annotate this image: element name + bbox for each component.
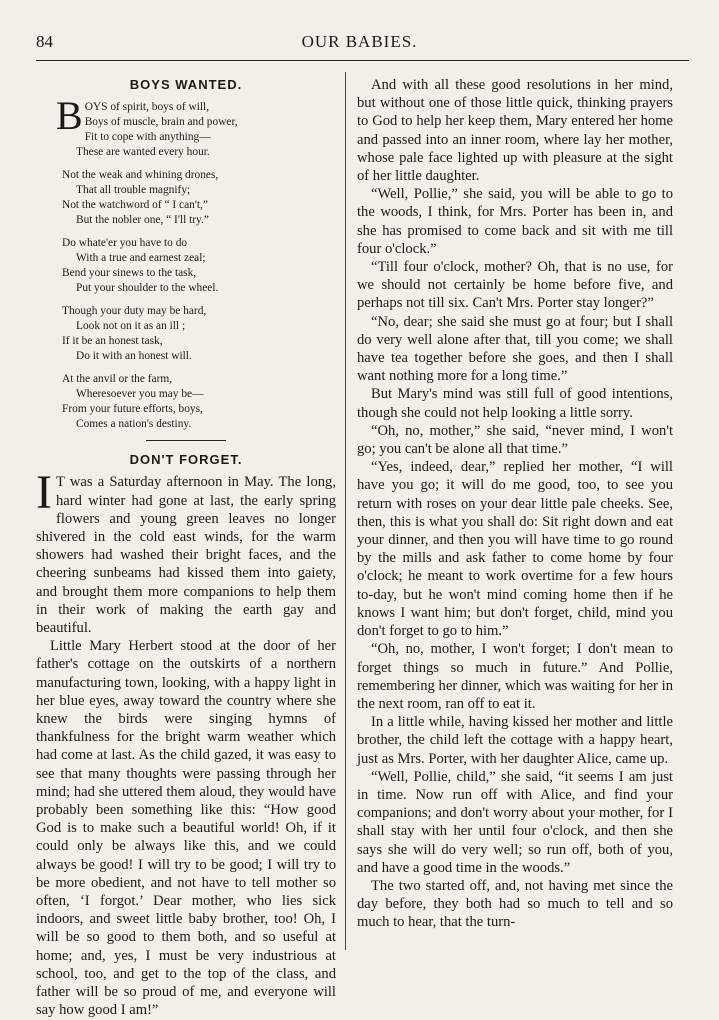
header-rule: [36, 60, 689, 61]
poem-line: Not the weak and whining drones,: [62, 169, 219, 182]
story-paragraph: “Oh, no, mother, I won't forget; I don't mean to forget things so much in future.” And Pollie, remembering her dinner, which was waiting for her in the next room, ran off to eat it.: [357, 641, 673, 712]
paragraph-text: T was a Saturday afternoon in May. The long, hard winter had gone at last, the early spring flowers and young green leaves no longer shivered in the cold east winds, for the warm showers had washed their bright faces, and the cheering sunbeams had kissed them into gaiety, and brought them more companions to help them in their work of making the earth gay and beautiful.: [36, 474, 336, 637]
poem-stanza: [56, 93, 336, 160]
poem-line: Do it with an honest will.: [76, 350, 192, 363]
poem-line: Do whate'er you have to do: [62, 237, 188, 250]
story-paragraph: “Well, Pollie, child,” she said, “it seems I am just in time. Now run off with Alice, and find your companions; and don't worry about your mother, for I shall stay with her until four o'clock, and then she says she will do very well; so run off, both of you, and have a good time in the woods.”: [357, 768, 673, 876]
story-paragraph: The two started off, and, not having met since the day before, they both had so much to tell and so much to hear, that the turn-: [357, 877, 673, 931]
poem-line: Not the watchword of “ I can't,”: [62, 199, 208, 212]
poem-stanza: [62, 168, 336, 228]
story-title: DON'T FORGET.: [129, 452, 243, 468]
poem-line: Wheresoever you may be—: [76, 388, 204, 401]
poem-line: Bend your sinews to the task,: [62, 267, 197, 280]
poem-stanza: [62, 372, 336, 432]
poem-line: OYS of spirit, boys of will,: [84, 101, 210, 114]
column-rule: [345, 72, 346, 950]
poem: [56, 93, 336, 432]
section-divider: [146, 440, 226, 441]
poem-line: These are wanted every hour.: [76, 146, 210, 159]
left-column: [36, 76, 336, 1020]
story-paragraph: And with all these good resolutions in her mind, but without one of those little quick, thinking prayers to God to help her keep them, Mary entered her home and passed into an inner room, where lay her mother, whose pale face lighted up with pleasure at the sight of her little daughter.: [357, 77, 673, 185]
poem-line: Boys of muscle, brain and power,: [84, 116, 238, 129]
page-number: 84: [36, 32, 53, 51]
poem-drop-cap: B: [56, 93, 83, 139]
poem-line: But the nobler one, “ I'll try.”: [76, 214, 209, 227]
poem-line: Look not on it as an ill ;: [76, 320, 186, 333]
poem-line: If it be an honest task,: [62, 335, 163, 348]
poem-line: At the anvil or the farm,: [62, 373, 173, 386]
story-drop-cap: I: [36, 466, 52, 520]
poem-line: Fit to cope with anything—: [84, 131, 211, 144]
story-left-text: [36, 466, 336, 1019]
poem-line: From your future efforts, boys,: [62, 403, 203, 416]
story-paragraph: “Yes, indeed, dear,” replied her mother, “I will have you go; it will do me good, too, to see you return with roses on your dear little pale cheeks. See, then, this is what you shall do: Sit right down and eat your dinner, and then you will have time to go round by the mills and ask father to come home by four o'clock; he meant to work overtime for a few hours to-day, but he won't mind coming home then if he knows I want him; but don't forget, child, mind you don't forget to go to him.”: [357, 459, 673, 640]
running-head: OUR BABIES.: [301, 32, 418, 51]
poem-line: With a true and earnest zeal;: [76, 252, 206, 265]
story-paragraph: “Well, Pollie,” she said, you will be able to go to the woods, I think, for Mrs. Porter has been in, and she has promised to come back and sit with me till four o'clock.”: [357, 186, 673, 257]
story-paragraph: But Mary's mind was still full of good intentions, though she could not help looking a little sorry.: [357, 386, 673, 421]
story-paragraph: [36, 466, 336, 637]
story-paragraph: Little Mary Herbert stood at the door of her father's cottage on the outskirts of a northern manufacturing town, looking, with a happy light in her blue eyes, away toward the country where she knew the birds were singing hymns of thankfulness for the bright warm weather which had come at last. As the child gazed, it was easy to see that many thoughts were passing through her mind; had she uttered them aloud, they would have probably been something like this: “How good God is to make such a beautiful world! Oh, if it could only be always like this, and we could always be good! I will try to be good; I will try to be more obedient, and not have to tell mother so often, ‘I forgot.’ Dear mother, who lies sick indoors, and sweet little baby brother, too! Oh, I will be so good to them both, and so useful at home; and, yes, I must be very industrious at school, too, and get to the top of the class, and father will be so proud of me, and everyone will say how good I am!”: [36, 638, 336, 1019]
poem-line: That all trouble magnify;: [76, 184, 191, 197]
right-column: [357, 76, 673, 932]
story-paragraph: In a little while, having kissed her mother and little brother, the child left the cottage with a happy heart, just as Mrs. Porter, with her daughter Alice, came up.: [357, 714, 673, 767]
poem-stanza: [62, 304, 336, 364]
poem-line: Though your duty may be hard,: [62, 305, 207, 318]
poem-stanza: [62, 236, 336, 296]
story-paragraph: “No, dear; she said she must go at four; but I shall do very well alone after that, till you come; we shall have tea together before she goes, and then I shall want nothing more for a long time.”: [357, 313, 673, 385]
poem-line: Comes a nation's destiny.: [76, 418, 192, 431]
poem-title: BOYS WANTED.: [129, 77, 243, 92]
story-paragraph: “Till four o'clock, mother? Oh, that is no use, for we should not certainly be home before five, and perhaps not till six. Can't Mrs. Porter stay longer?”: [357, 259, 673, 312]
poem-line: Put your shoulder to the wheel.: [76, 282, 219, 295]
story-paragraph: “Oh, no, mother,” she said, “never mind, I won't go; you can't be alone all that time.”: [357, 422, 673, 458]
